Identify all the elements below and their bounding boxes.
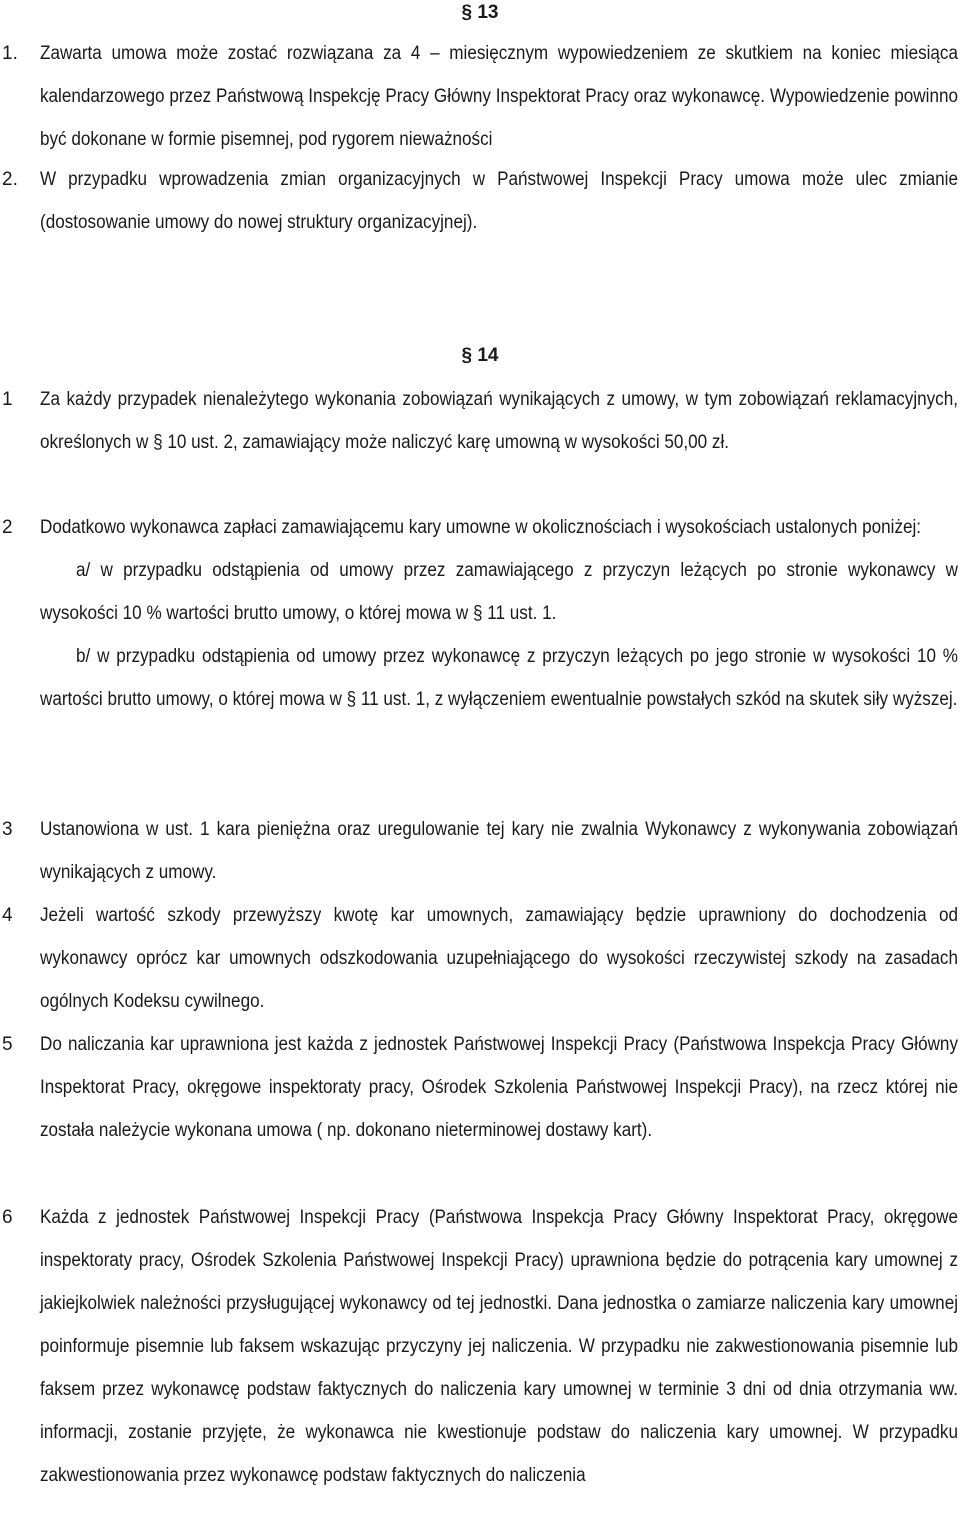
item-number: 6	[2, 1207, 13, 1228]
item-text: Do naliczania kar uprawniona jest każda z jednostek Państwowej Inspekcji Pracy (Państwowa Inspekcja Pracy Główny Inspektorat Pracy, okręgowe inspektoraty pracy, Ośrodek Szkolenia Państwowej Inspekcji Pracy), na rzecz której nie została należycie wykonana umowa ( np. dokonano nieterminowej dostawy kart).	[40, 1034, 958, 1141]
item-text: Jeżeli wartość szkody przewyższy kwotę kar umownych, zamawiający będzie uprawniony do dochodzenia od wykonawcy oprócz kar umownych odszkodowania uzupełniającego do wysokości rzeczywistej szkody na zasadach ogólnych Kodeksu cywilnego.	[40, 905, 958, 1012]
item-number: 2.	[2, 169, 18, 190]
item-text: W przypadku wprowadzenia zmian organizacyjnych w Państwowej Inspekcji Pracy umowa może ulec zmianie (dostosowanie umowy do nowej struktury organizacyjnej).	[40, 169, 958, 233]
section-14-heading	[0, 341, 960, 371]
item-number: 4	[2, 905, 13, 926]
sub-point-b: b/ w przypadku odstąpienia od umowy przez wykonawcę z przyczyn leżących po jego stronie w wysokości 10 % wartości brutto umowy, o której mowa w § 11 ust. 1, z wyłączeniem ewentualnie powstałych szkód na skutek siły wyższej.	[40, 646, 958, 710]
item-number: 5	[2, 1034, 13, 1055]
item-number: 3	[2, 819, 13, 840]
item-text: Zawarta umowa może zostać rozwiązana za 4 – miesięcznym wypowiedzeniem ze skutkiem na koniec miesiąca kalendarzowego przez Państwową Inspekcję Pracy Główny Inspektorat Pracy oraz wykonawcę. Wypowiedzenie powinno być dokonane w formie pisemnej, pod rygorem nieważności	[40, 43, 958, 150]
item-number: 2	[2, 517, 13, 538]
item-text: Każda z jednostek Państwowej Inspekcji Pracy (Państwowa Inspekcja Pracy Główny Inspektorat Pracy, okręgowe inspektoraty pracy, Ośrodek Szkolenia Państwowej Inspekcji Pracy) uprawniona będzie do potrącenia kary umownej z jakiejkolwiek należności przysługującej wykonawcy od tej jednostki. Dana jednostka o zamiarze naliczenia kary umownej poinformuje pisemnie lub faksem wskazując przyczyny jej naliczenia. W przypadku nie zakwestionowania pisemnie lub faksem przez wykonawcę podstaw faktycznych do naliczenia kary umownej w terminie 3 dni od dnia otrzymania ww. informacji, zostanie przyjęte, że wykonawca nie kwestionuje podstaw do naliczenia kary umownej. W przypadku zakwestionowania przez wykonawcę podstaw faktycznych do naliczenia	[40, 1207, 958, 1486]
section-13-heading	[0, 0, 960, 26]
item-intro: Dodatkowo wykonawca zapłaci zamawiającemu kary umowne w okolicznościach i wysokościach ustalonych poniżej:	[40, 517, 922, 538]
section-13-heading-text: § 13	[461, 2, 499, 23]
item-text	[40, 506, 958, 721]
sub-point-a: a/ w przypadku odstąpienia od umowy przez zamawiającego z przyczyn leżących po stronie wykonawcy w wysokości 10 % wartości brutto umowy, o której mowa w § 11 ust. 1.	[40, 560, 958, 624]
item-text: Za każdy przypadek nienależytego wykonania zobowiązań wynikających z umowy, w tym zobowiązań reklamacyjnych, określonych w § 10 ust. 2, zamawiający może naliczyć karę umowną w wysokości 50,00 zł.	[40, 389, 958, 453]
item-number: 1	[2, 389, 13, 410]
section-14-heading-text: § 14	[461, 345, 499, 366]
item-text: Ustanowiona w ust. 1 kara pieniężna oraz uregulowanie tej kary nie zwalnia Wykonawcy z wykonywania zobowiązań wynikających z umowy.	[40, 819, 958, 883]
item-number: 1.	[2, 43, 18, 64]
